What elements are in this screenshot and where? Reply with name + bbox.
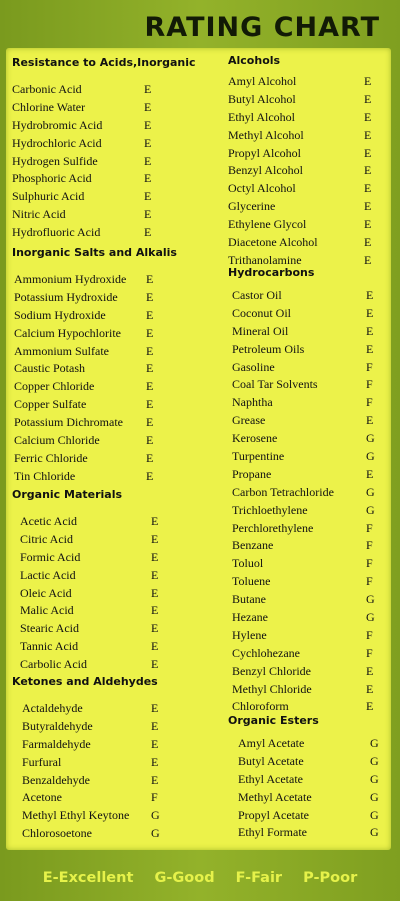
list-item [228, 538, 388, 556]
list-item [228, 235, 388, 253]
rating-value: G [370, 807, 379, 822]
chemical-name: Propane [232, 466, 272, 481]
chemical-name: Amyl Acetate [238, 736, 305, 750]
legend-poor: P-Poor [303, 870, 358, 886]
list-item [12, 586, 200, 604]
rating-value: F [366, 359, 373, 374]
list-item [12, 344, 200, 362]
list-item [228, 592, 388, 610]
chemical-name: Coal Tar Solvents [232, 377, 318, 392]
rating-chart-panel [6, 48, 391, 850]
right-section-2 [228, 714, 388, 843]
rating-value: E [364, 91, 372, 106]
left-section-2 [12, 488, 200, 675]
chemical-name: Octyl Alcohol [228, 181, 296, 196]
rating-value: F [366, 556, 373, 571]
list-item [12, 361, 200, 379]
list-item [228, 306, 388, 324]
chemical-name: Castor Oil [232, 288, 282, 302]
chemical-name: Glycerine [228, 199, 276, 214]
rating-value: E [366, 341, 374, 356]
rating-value: F [366, 377, 373, 392]
rating-value: G [370, 825, 379, 840]
chemical-name: Perchlorethylene [232, 520, 314, 535]
chemical-name: Tin Chloride [14, 468, 76, 483]
list-item [12, 171, 200, 189]
list-item [12, 657, 200, 675]
list-item [12, 808, 200, 826]
list-item [228, 431, 388, 449]
chemical-name: Potassium Hydroxide [14, 289, 118, 304]
list-item [228, 324, 388, 342]
chemical-name: Benzyl Alcohol [228, 163, 303, 178]
rating-value: E [364, 145, 372, 160]
chemical-name: Hydrogen Sulfide [12, 153, 98, 168]
list-item [228, 754, 388, 772]
chemical-name: Butyl Alcohol [228, 91, 296, 106]
section-heading: Organic Esters [228, 714, 319, 727]
rating-value: E [146, 397, 154, 412]
section-heading: Inorganic Salts and Alkalis [12, 246, 177, 259]
list-item [12, 308, 200, 326]
rating-value: E [144, 99, 152, 114]
list-item [12, 118, 200, 136]
rating-value: E [151, 603, 159, 618]
rating-value: G [366, 431, 375, 446]
chemical-name: Carbonic Acid [12, 82, 82, 96]
section-heading: Resistance to Acids,Inorganic [12, 56, 196, 69]
left-section-3 [12, 675, 200, 844]
section-heading: Organic Materials [12, 488, 123, 501]
rating-value: E [151, 514, 159, 528]
chemical-name: Chloroform [232, 699, 289, 714]
list-item [228, 199, 388, 217]
list-item [12, 272, 200, 290]
chemical-name: Calcium Chloride [14, 433, 100, 448]
rating-value: E [144, 171, 152, 186]
list-item [228, 181, 388, 199]
rating-value: F [366, 645, 373, 660]
list-item [12, 100, 200, 118]
list-item [228, 825, 388, 843]
list-item [228, 628, 388, 646]
chemical-name: Butyl Acetate [238, 753, 304, 768]
list-item [228, 682, 388, 700]
rating-value: E [144, 153, 152, 168]
list-item [228, 503, 388, 521]
rating-value: G [151, 826, 160, 841]
rating-value: E [144, 117, 152, 132]
chemical-name: Methyl Acetate [238, 789, 312, 804]
rating-value: E [144, 135, 152, 150]
chemical-name: Ferric Chloride [14, 450, 88, 465]
rating-value: E [366, 305, 374, 320]
chemical-name: Calcium Hypochlorite [14, 325, 121, 340]
chemical-name: Petroleum Oils [232, 341, 305, 356]
rating-value: G [366, 449, 375, 464]
chemical-name: Amyl Alcohol [228, 74, 297, 88]
chemical-name: Sulphuric Acid [12, 189, 85, 204]
rating-legend [0, 870, 400, 886]
chemical-name: Furfural [22, 754, 62, 769]
rating-value: G [366, 592, 375, 607]
list-item [228, 360, 388, 378]
rating-value: E [366, 288, 374, 302]
list-item [12, 514, 200, 532]
list-item [12, 379, 200, 397]
chemical-name: Farmaldehyde [22, 736, 91, 751]
list-item [12, 719, 200, 737]
list-item [228, 664, 388, 682]
left-section-0 [12, 56, 200, 243]
rating-value: E [151, 585, 159, 600]
chemical-name: Hydrochloric Acid [12, 135, 102, 150]
chemical-name: Ethyl Acetate [238, 771, 303, 786]
rating-value: E [151, 701, 159, 715]
chemical-name: Benzaldehyde [22, 772, 90, 787]
list-item [12, 532, 200, 550]
rating-value: E [151, 621, 159, 636]
list-item [12, 603, 200, 621]
chemical-name: Lactic Acid [20, 567, 76, 582]
rating-value: E [366, 466, 374, 481]
rating-value: E [146, 415, 154, 430]
section-heading: Hydrocarbons [228, 266, 315, 279]
rating-value: E [146, 307, 154, 322]
chemical-name: Propyl Acetate [238, 807, 309, 822]
chemical-name: Propyl Alcohol [228, 145, 302, 160]
rating-value: E [146, 272, 154, 286]
rating-value: E [146, 450, 154, 465]
chemical-name: Gasoline [232, 359, 275, 374]
rating-value: E [146, 325, 154, 340]
chemical-name: Grease [232, 413, 266, 428]
list-item [12, 755, 200, 773]
list-item [228, 342, 388, 360]
rating-value: E [151, 718, 159, 733]
legend-excellent: E-Excellent [42, 870, 134, 886]
chemical-name: Hydrofluoric Acid [12, 225, 101, 240]
list-item [228, 556, 388, 574]
rating-value: G [151, 808, 160, 823]
chemical-name: Copper Sulfate [14, 397, 87, 412]
rating-value: E [364, 217, 372, 232]
list-item [228, 288, 388, 306]
list-item [12, 326, 200, 344]
chemical-name: Acetic Acid [20, 514, 77, 528]
rating-value: G [370, 753, 379, 768]
legend-good: G-Good [154, 870, 215, 886]
chemical-name: Turpentine [232, 449, 285, 464]
chemical-name: Hylene [232, 627, 267, 642]
list-item [228, 128, 388, 146]
chemical-name: Copper Chloride [14, 379, 95, 394]
list-item [12, 397, 200, 415]
rating-value: G [370, 736, 379, 750]
rating-value: G [366, 484, 375, 499]
list-item [12, 433, 200, 451]
list-item [12, 621, 200, 639]
rating-value: E [364, 74, 372, 88]
rating-value: F [366, 627, 373, 642]
rating-value: E [146, 468, 154, 483]
list-item [12, 550, 200, 568]
rating-value: E [151, 772, 159, 787]
rating-value: E [144, 82, 152, 96]
list-item [12, 82, 200, 100]
chemical-name: Potassium Dichromate [14, 415, 123, 430]
list-item [12, 568, 200, 586]
chemical-name: Benzane [232, 538, 274, 553]
chemical-name: Oleic Acid [20, 585, 72, 600]
rating-value: E [146, 361, 154, 376]
right-section-0 [228, 54, 388, 271]
rating-value: E [151, 657, 159, 672]
list-item [12, 826, 200, 844]
list-item [12, 790, 200, 808]
list-item [228, 467, 388, 485]
rating-value: E [146, 343, 154, 358]
chemical-name: Methyl Ethyl Keytone [22, 808, 130, 823]
chemical-name: Benzyl Chloride [232, 663, 311, 678]
list-item [228, 736, 388, 754]
chemical-name: Kerosene [232, 431, 278, 446]
rating-value: E [146, 379, 154, 394]
chemical-name: Trichloethylene [232, 502, 308, 517]
chemical-name: Ammonium Hydroxide [14, 272, 127, 286]
rating-value: G [366, 502, 375, 517]
list-item [12, 207, 200, 225]
chemical-name: Formic Acid [20, 549, 81, 564]
section-heading: Alcohols [228, 54, 281, 67]
chemical-name: Carbon Tetrachloride [232, 484, 334, 499]
rating-value: E [366, 681, 374, 696]
chemical-name: Mineral Oil [232, 323, 289, 338]
chemical-name: Acetone [22, 790, 62, 805]
chemical-name: Butyraldehyde [22, 718, 93, 733]
chemical-name: Chlorine Water [12, 99, 86, 114]
list-item [228, 163, 388, 181]
chemical-name: Trithanolamine [228, 252, 302, 267]
list-item [12, 737, 200, 755]
list-item [228, 772, 388, 790]
list-item [12, 469, 200, 487]
list-item [228, 521, 388, 539]
list-item [12, 189, 200, 207]
list-item [228, 92, 388, 110]
chemical-name: Ethyl Formate [238, 825, 307, 840]
list-item [12, 225, 200, 243]
list-item [228, 574, 388, 592]
legend-fair: F-Fair [235, 870, 283, 886]
rating-value: E [151, 754, 159, 769]
rating-value: E [366, 413, 374, 428]
list-item [228, 646, 388, 664]
chemical-name: Ammonium Sulfate [14, 343, 109, 358]
list-item [228, 110, 388, 128]
list-item [12, 451, 200, 469]
rating-value: E [151, 736, 159, 751]
chemical-name: Malic Acid [20, 603, 74, 618]
list-item [228, 74, 388, 92]
right-section-1 [228, 266, 388, 717]
rating-value: E [146, 289, 154, 304]
chemical-name: Tannic Acid [20, 639, 79, 654]
rating-value: E [366, 699, 374, 714]
chemical-name: Methyl Chloride [232, 681, 312, 696]
chemical-name: Caustic Potash [14, 361, 85, 376]
chemical-name: Diacetone Alcohol [228, 235, 318, 250]
list-item [228, 395, 388, 413]
rating-value: E [144, 207, 152, 222]
rating-value: E [151, 549, 159, 564]
chemical-name: Coconut Oil [232, 305, 291, 320]
list-item [228, 790, 388, 808]
list-item [228, 413, 388, 431]
chemical-name: Hydrobromic Acid [12, 117, 103, 132]
chemical-name: Butane [232, 592, 266, 607]
rating-value: E [366, 663, 374, 678]
chemical-name: Nitric Acid [12, 207, 66, 222]
chemical-name: Chlorosoetone [22, 826, 92, 841]
rating-value: E [144, 225, 152, 240]
rating-value: F [366, 538, 373, 553]
list-item [228, 146, 388, 164]
list-item [228, 808, 388, 826]
chemical-name: Toluol [232, 556, 264, 571]
chemical-name: Ethylene Glycol [228, 217, 307, 232]
rating-value: E [146, 433, 154, 448]
rating-value: E [364, 109, 372, 124]
list-item [228, 377, 388, 395]
list-item [228, 217, 388, 235]
list-item [12, 154, 200, 172]
list-item [228, 485, 388, 503]
rating-value: E [151, 639, 159, 654]
rating-value: G [366, 610, 375, 625]
chemical-name: Phosphoric Acid [12, 171, 92, 186]
list-item [12, 773, 200, 791]
chemical-name: Carbolic Acid [20, 657, 87, 672]
rating-value: E [364, 199, 372, 214]
rating-value: F [366, 395, 373, 410]
rating-value: E [364, 163, 372, 178]
chemical-name: Stearic Acid [20, 621, 79, 636]
rating-value: F [151, 790, 158, 805]
chemical-name: Citric Acid [20, 531, 73, 546]
rating-value: E [364, 235, 372, 250]
list-item [12, 136, 200, 154]
chemical-name: Cychlohezane [232, 645, 300, 660]
rating-value: E [144, 189, 152, 204]
chemical-name: Naphtha [232, 395, 273, 410]
chemical-name: Ethyl Alcohol [228, 109, 295, 124]
rating-value: E [151, 531, 159, 546]
rating-value: E [364, 127, 372, 142]
chemical-name: Hezane [232, 610, 268, 625]
list-item [228, 449, 388, 467]
page-title: RATING CHART [144, 12, 380, 43]
list-item [228, 610, 388, 628]
list-item [12, 701, 200, 719]
rating-value: E [366, 323, 374, 338]
chemical-name: Sodium Hydroxide [14, 307, 106, 322]
rating-value: G [370, 789, 379, 804]
list-item [12, 415, 200, 433]
rating-value: G [370, 771, 379, 786]
chemical-name: Methyl Alcohol [228, 127, 304, 142]
rating-value: E [151, 567, 159, 582]
left-section-1 [12, 246, 200, 487]
rating-value: F [366, 520, 373, 535]
list-item [12, 290, 200, 308]
list-item [12, 639, 200, 657]
rating-value: E [364, 181, 372, 196]
rating-value: E [364, 252, 372, 267]
section-heading: Ketones and Aldehydes [12, 675, 158, 688]
chemical-name: Toluene [232, 574, 271, 589]
rating-value: F [366, 574, 373, 589]
chemical-name: Actaldehyde [22, 701, 83, 715]
